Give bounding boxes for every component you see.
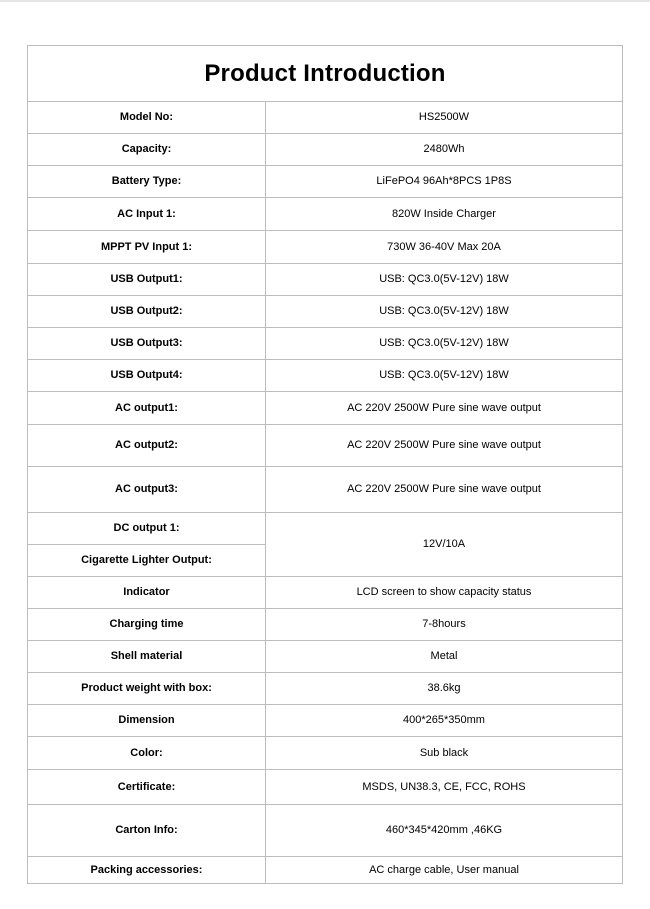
table-row [28, 467, 623, 513]
row-value: AC charge cable, User manual [266, 857, 623, 884]
row-value: MSDS, UN38.3, CE, FCC, ROHS [266, 770, 623, 805]
row-label: AC Input 1: [28, 198, 266, 231]
row-label: USB Output3: [28, 328, 266, 360]
row-value: Sub black [266, 737, 623, 770]
row-value: 730W 36-40V Max 20A [266, 231, 623, 264]
row-label: Certificate: [28, 770, 266, 805]
row-value: 7-8hours [266, 609, 623, 641]
row-value: 2480Wh [266, 134, 623, 166]
table-row [28, 198, 623, 231]
table-row [28, 392, 623, 425]
top-divider [0, 0, 650, 2]
table-row [28, 737, 623, 770]
product-spec-table [27, 45, 623, 884]
table-row [28, 609, 623, 641]
table-row [28, 705, 623, 737]
row-label: Indicator [28, 577, 266, 609]
table-row [28, 296, 623, 328]
table-row [28, 425, 623, 467]
row-value: 820W Inside Charger [266, 198, 623, 231]
row-value: 460*345*420mm ,46KG [266, 805, 623, 857]
table-row [28, 641, 623, 673]
row-label: USB Output4: [28, 360, 266, 392]
row-value: AC 220V 2500W Pure sine wave output [266, 392, 623, 425]
table-row [28, 360, 623, 392]
table-row [28, 513, 623, 545]
table-row [28, 673, 623, 705]
table-row [28, 770, 623, 805]
row-label: Charging time [28, 609, 266, 641]
row-value: USB: QC3.0(5V-12V) 18W [266, 264, 623, 296]
table-row [28, 857, 623, 884]
row-label: Shell material [28, 641, 266, 673]
row-value: Metal [266, 641, 623, 673]
row-label: Cigarette Lighter Output: [28, 545, 266, 577]
row-label: Model No: [28, 102, 266, 134]
table-row [28, 577, 623, 609]
row-label: Product weight with box: [28, 673, 266, 705]
row-label: DC output 1: [28, 513, 266, 545]
row-label: Color: [28, 737, 266, 770]
row-value: AC 220V 2500W Pure sine wave output [266, 467, 623, 513]
row-label: Battery Type: [28, 166, 266, 198]
row-value: HS2500W [266, 102, 623, 134]
row-value: USB: QC3.0(5V-12V) 18W [266, 328, 623, 360]
table-title-row [28, 46, 623, 102]
table-row [28, 328, 623, 360]
table-row [28, 805, 623, 857]
row-label: AC output2: [28, 425, 266, 467]
row-value: 38.6kg [266, 673, 623, 705]
row-value: USB: QC3.0(5V-12V) 18W [266, 360, 623, 392]
row-value: 12V/10A [266, 513, 623, 577]
row-value: LCD screen to show capacity status [266, 577, 623, 609]
table-row [28, 264, 623, 296]
row-label: AC output3: [28, 467, 266, 513]
row-label: Carton Info: [28, 805, 266, 857]
row-label: USB Output2: [28, 296, 266, 328]
row-label: Dimension [28, 705, 266, 737]
row-label: AC output1: [28, 392, 266, 425]
table-row [28, 134, 623, 166]
table-row [28, 102, 623, 134]
row-value: LiFePO4 96Ah*8PCS 1P8S [266, 166, 623, 198]
table-row [28, 166, 623, 198]
table-row [28, 231, 623, 264]
row-value: AC 220V 2500W Pure sine wave output [266, 425, 623, 467]
row-label: USB Output1: [28, 264, 266, 296]
row-value: USB: QC3.0(5V-12V) 18W [266, 296, 623, 328]
page-title: Product Introduction [28, 46, 623, 102]
row-value: 400*265*350mm [266, 705, 623, 737]
row-label: Capacity: [28, 134, 266, 166]
row-label: MPPT PV Input 1: [28, 231, 266, 264]
row-label: Packing accessories: [28, 857, 266, 884]
